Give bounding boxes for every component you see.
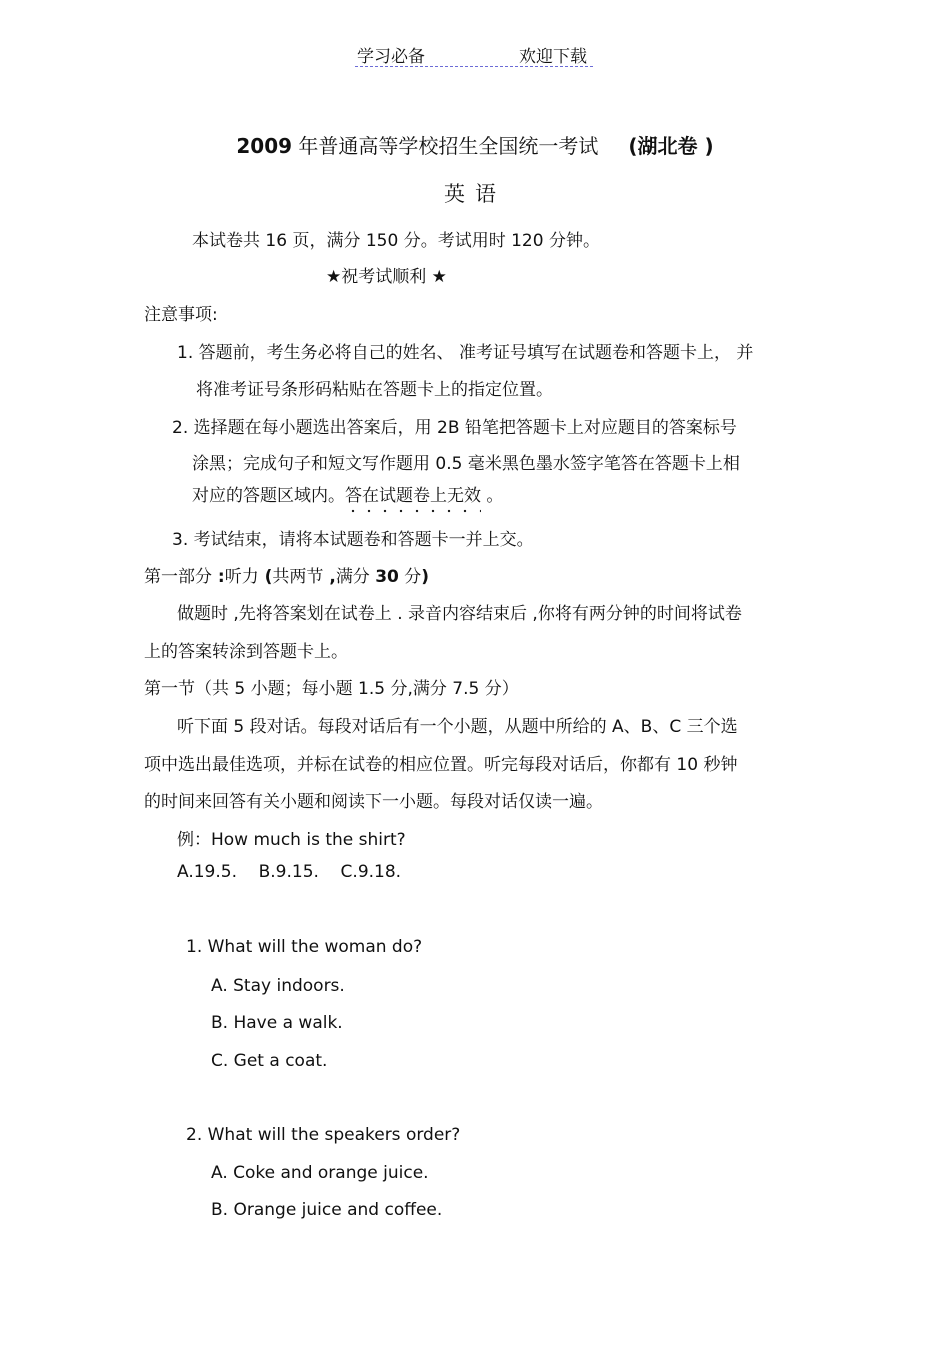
question-1-option-c: C. Get a coat. xyxy=(211,1051,328,1071)
section1-para-line-2: 项中选出最佳选项，并标在试卷的相应位置。听完每段对话后，你都有 10 秒钟 xyxy=(144,755,738,775)
page-header xyxy=(355,40,593,67)
question-2-stem: 2. What will the speakers order? xyxy=(186,1125,461,1145)
notice-item-2-line-3-text: 对应的答题区域内。 xyxy=(192,486,345,506)
part1-heading-e: 共两节 xyxy=(272,567,324,587)
notice-item-2-line-3 xyxy=(192,481,503,506)
part1-heading-a: 第一部分 xyxy=(144,567,212,587)
example-question: 例：How much is the shirt? xyxy=(177,830,406,850)
part1-heading-i: 分 xyxy=(398,567,422,587)
exam-title-main: 年普通高等学校招生全国统一考试 xyxy=(292,134,599,158)
notice-item-1-line-2: 将准考证号条形码粘贴在答题卡上的指定位置。 xyxy=(196,380,553,400)
exam-subject: 英语 xyxy=(444,182,506,206)
example-options: A.19.5. B.9.15. C.9.18. xyxy=(177,862,402,882)
question-1-option-a: A. Stay indoors. xyxy=(211,976,345,996)
part1-heading-c: 听力 xyxy=(224,567,259,587)
section1-heading: 第一节（共 5 小题；每小题 1.5 分,满分 7.5 分） xyxy=(144,679,519,699)
notice-item-2-line-1: 2. 选择题在每小题选出答案后，用 2B 铅笔把答题卡上对应题目的答案标号 xyxy=(172,418,737,438)
notice-item-2-line-2: 涂黑；完成句子和短文写作题用 0.5 毫米黑色墨水签字笔答在答题卡上相 xyxy=(192,454,740,474)
notice-item-3: 3. 考试结束，请将本试题卷和答题卡一并上交。 xyxy=(172,530,534,550)
section1-para-line-1: 听下面 5 段对话。每段对话后有一个小题，从题中所给的 A、B、C 三个选 xyxy=(177,717,738,737)
notice-item-1-line-1: 1. 答题前，考生务必将自己的姓名、 准考证号填写在试题卷和答题卡上， 并 xyxy=(177,343,754,363)
part1-heading-d: ( xyxy=(258,567,273,587)
header-left: 学习必备 xyxy=(357,47,425,67)
part1-intro-line-2: 上的答案转涂到答题卡上。 xyxy=(144,642,348,662)
exam-info: 本试卷共 16 页，满分 150 分。考试用时 120 分钟。 xyxy=(192,231,600,251)
exam-title xyxy=(0,130,950,159)
notice-heading: 注意事项: xyxy=(144,305,218,325)
part1-intro-line-1: 做题时 ,先将答案划在试卷上 . 录音内容结束后 ,你将有两分钟的时间将试卷 xyxy=(177,604,742,624)
part1-heading-h: 30 xyxy=(375,567,399,587)
exam-year: 2009 xyxy=(236,134,293,158)
question-1-stem: 1. What will the woman do? xyxy=(186,937,423,957)
part1-heading xyxy=(144,562,429,587)
exam-blessing: ★祝考试顺利 ★ xyxy=(326,267,447,287)
notice-emphasis-dotted: 答在试题卷上无效 xyxy=(345,486,481,514)
exam-province: (湖北卷 ) xyxy=(628,134,714,158)
question-2-option-b: B. Orange juice and coffee. xyxy=(211,1200,443,1220)
notice-item-2-line-3-end: 。 xyxy=(481,486,504,506)
section1-para-line-3: 的时间来回答有关小题和阅读下一小题。每段对话仅读一遍。 xyxy=(144,792,603,812)
part1-heading-g: 满分 xyxy=(335,567,376,587)
header-right: 欢迎下载 xyxy=(519,47,587,67)
part1-heading-j: ) xyxy=(421,567,430,587)
part1-heading-f: , xyxy=(323,567,336,587)
part1-heading-b: : xyxy=(212,567,225,587)
question-2-option-a: A. Coke and orange juice. xyxy=(211,1163,429,1183)
question-1-option-b: B. Have a walk. xyxy=(211,1013,343,1033)
